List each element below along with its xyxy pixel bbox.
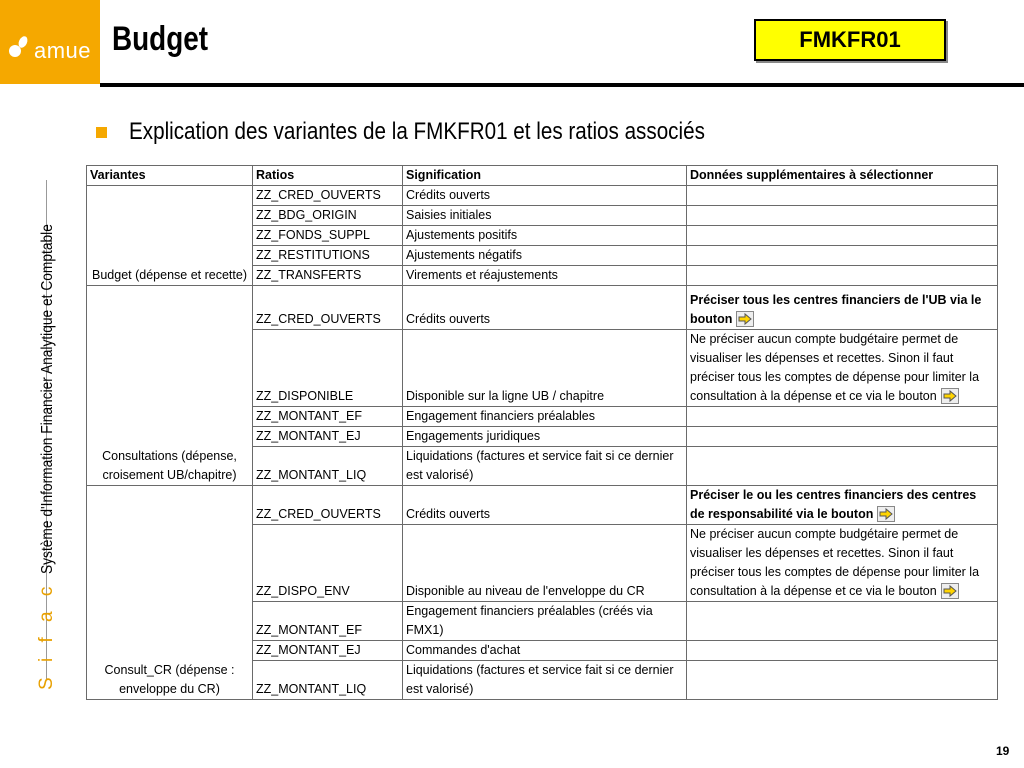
signification-cell: Commandes d'achat: [403, 641, 687, 661]
ratio-cell: ZZ_RESTITUTIONS: [253, 246, 403, 266]
extra-cell: [687, 486, 998, 525]
extra-text: Ne préciser aucun compte budgétaire permet de visualiser les dépenses et recettes. Sinon il faut préciser tous les comptes de dépense pour limiter la consultation à la dépense et ce via le bouton: [690, 527, 980, 598]
select-arrow-button-icon[interactable]: [941, 388, 959, 404]
signification-cell: Disponible sur la ligne UB / chapitre: [403, 330, 687, 407]
ratio-cell: ZZ_BDG_ORIGIN: [253, 206, 403, 226]
extra-cell: [687, 286, 998, 330]
variant-cell: Budget (dépense et recette): [87, 186, 253, 286]
extra-text: Ne préciser aucun compte budgétaire permet de visualiser les dépenses et recettes. Sinon il faut préciser tous les comptes de dépense pour limiter la consultation à la dépense et ce via le bouton: [690, 332, 980, 403]
bullet-square-icon: [96, 127, 107, 138]
extra-cell: [687, 226, 998, 246]
signification-cell: Crédits ouverts: [403, 186, 687, 206]
extra-cell: [687, 407, 998, 427]
column-header: Variantes: [87, 166, 253, 186]
ratio-cell: ZZ_DISPONIBLE: [253, 330, 403, 407]
ratio-cell: ZZ_TRANSFERTS: [253, 266, 403, 286]
table-row: [87, 186, 998, 206]
amue-logo: [0, 0, 100, 84]
extra-text: Préciser tous les centres financiers de l'UB via le bouton: [690, 293, 982, 326]
logo-text: amue: [34, 38, 92, 63]
ratio-cell: ZZ_MONTANT_LIQ: [253, 447, 403, 486]
signification-cell: Engagements juridiques: [403, 427, 687, 447]
extra-cell: [687, 186, 998, 206]
ratio-cell: ZZ_MONTANT_EJ: [253, 427, 403, 447]
table-header-row: [87, 166, 998, 186]
signification-cell: Crédits ouverts: [403, 486, 687, 525]
ratio-cell: ZZ_CRED_OUVERTS: [253, 486, 403, 525]
page-number: 19: [996, 744, 1010, 758]
column-header: Signification: [403, 166, 687, 186]
signification-cell: Disponible au niveau de l'enveloppe du CR: [403, 525, 687, 602]
extra-text: Préciser le ou les centres financiers des centres de responsabilité via le bouton: [690, 488, 977, 521]
extra-cell: [687, 206, 998, 226]
sidebar-caption: [36, 167, 58, 690]
extra-cell: [687, 447, 998, 486]
page-title: Budget: [112, 20, 209, 58]
column-header: Données supplémentaires à sélectionner: [687, 166, 998, 186]
signification-cell: Ajustements positifs: [403, 226, 687, 246]
ratio-cell: ZZ_CRED_OUVERTS: [253, 286, 403, 330]
extra-cell: [687, 602, 998, 641]
ratio-cell: ZZ_MONTANT_EJ: [253, 641, 403, 661]
column-header: Ratios: [253, 166, 403, 186]
extra-cell: [687, 525, 998, 602]
sifac-brand: S i f a c: [36, 581, 57, 690]
signification-cell: Ajustements négatifs: [403, 246, 687, 266]
ratio-cell: ZZ_MONTANT_LIQ: [253, 661, 403, 700]
table-row: [87, 286, 998, 330]
extra-cell: [687, 266, 998, 286]
ratio-cell: ZZ_MONTANT_EF: [253, 602, 403, 641]
extra-cell: [687, 641, 998, 661]
extra-cell: [687, 661, 998, 700]
signification-cell: Saisies initiales: [403, 206, 687, 226]
bullet-text: Explication des variantes de la FMKFR01 et les ratios associés: [129, 118, 705, 145]
table-row: [87, 486, 998, 525]
signification-cell: Virements et réajustements: [403, 266, 687, 286]
signification-cell: Liquidations (factures et service fait si ce dernier est valorisé): [403, 447, 687, 486]
extra-cell: [687, 246, 998, 266]
ratio-cell: ZZ_MONTANT_EF: [253, 407, 403, 427]
extra-cell: [687, 427, 998, 447]
bullet-point: [96, 118, 799, 146]
select-arrow-button-icon[interactable]: [941, 583, 959, 599]
ratio-cell: ZZ_FONDS_SUPPL: [253, 226, 403, 246]
signification-cell: Engagement financiers préalables: [403, 407, 687, 427]
sifac-description: Système d'Information Financier Analytique et Comptable: [39, 223, 56, 574]
signification-cell: Liquidations (factures et service fait si ce dernier est valorisé): [403, 661, 687, 700]
select-arrow-button-icon[interactable]: [736, 311, 754, 327]
ratio-cell: ZZ_CRED_OUVERTS: [253, 186, 403, 206]
select-arrow-button-icon[interactable]: [877, 506, 895, 522]
ratio-cell: ZZ_DISPO_ENV: [253, 525, 403, 602]
amue-logo-mark-icon: [8, 34, 30, 60]
header-divider: [100, 83, 1024, 87]
signification-cell: Crédits ouverts: [403, 286, 687, 330]
signification-cell: Engagement financiers préalables (créés via FMX1): [403, 602, 687, 641]
transaction-code-badge: FMKFR01: [754, 19, 946, 61]
variant-cell: Consultations (dépense, croisement UB/chapitre): [87, 286, 253, 486]
extra-cell: [687, 330, 998, 407]
variants-table: [86, 165, 998, 700]
variant-cell: Consult_CR (dépense : enveloppe du CR): [87, 486, 253, 700]
